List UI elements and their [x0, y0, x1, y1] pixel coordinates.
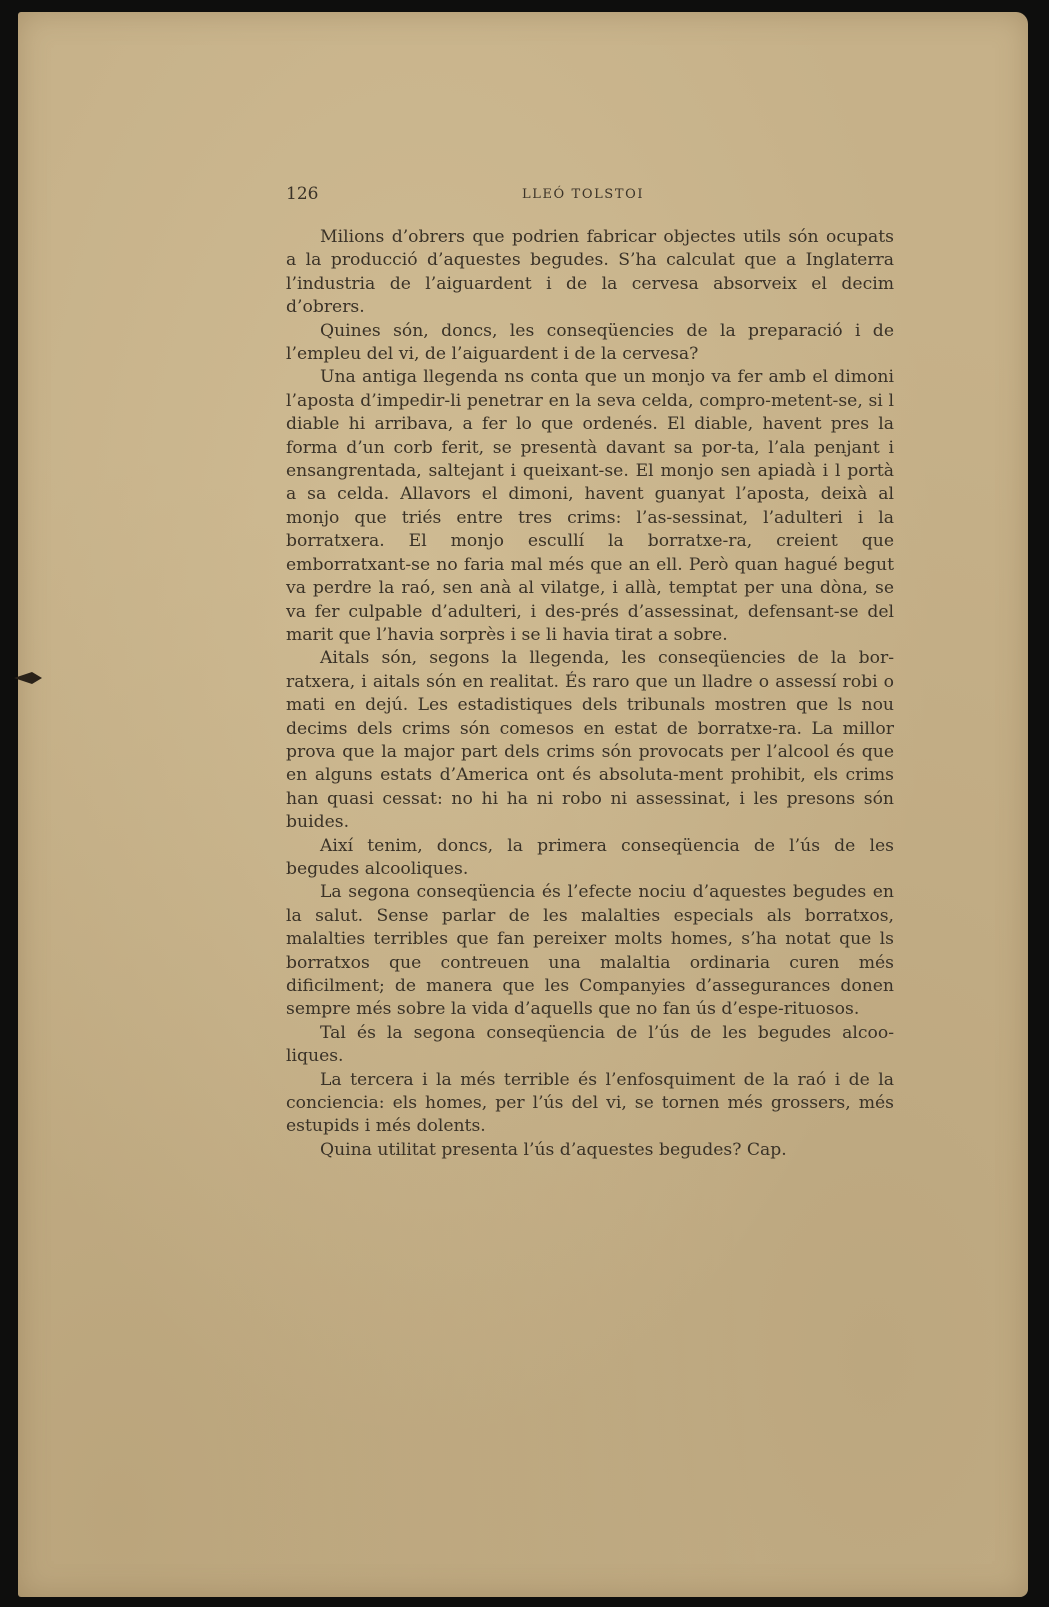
paragraph: La segona conseqüencia és l’efecte nociu d’aquestes begudes en la salut. Sense parlar de les malalties especials als borratxos, malalties terribles que fan pereixer molts homes, s’ha notat que ls borratxos que contreuen una malaltia ordinaria curen més dificilment; de manera que les Companyies d’assegurances donen sempre més sobre la vida d’aquells que no fan ús d’espe-rituosos.	[286, 882, 894, 1020]
running-head: LLEÓ TOLSTOI	[522, 187, 645, 202]
body-text	[286, 226, 894, 1162]
paragraph: Milions d’obrers que podrien fabricar objectes utils són ocupats a la producció d’aquestes begudes. S’ha calculat que a Inglaterra l’industria de l’aiguardent i de la cervesa absorveix el decim d’obrers.	[286, 227, 894, 318]
paragraph: Així tenim, doncs, la primera conseqüencia de l’ús de les begudes alcooliques.	[286, 835, 894, 879]
paragraph: La tercera i la més terrible és l’enfosquiment de la raó i de la conciencia: els homes, per l’ús del vi, se tornen més grossers, més estupids i més dolents.	[286, 1069, 894, 1137]
paragraph: Aitals són, segons la llegenda, les conseqüencies de la bor-ratxera, i aitals són en realitat. És raro que un lladre o assessí robi o mati en dejú. Les estadistiques dels tribunals mostren que ls nou decims dels crims són comesos en estat de borratxe-ra. La millor prova que la major part dels crims són provocats per l’alcool és que en alguns estats d’America ont és absoluta-ment prohibit, els crims han quasi cessat: no hi ha ni robo ni assessinat, i les presons són buides.	[286, 648, 894, 833]
page-number: 126	[286, 184, 319, 204]
paragraph: Tal és la segona conseqüencia de l’ús de les begudes alcoo-liques.	[286, 1022, 894, 1067]
paragraph: Quina utilitat presenta l’ús d’aquestes begudes? Cap.	[320, 1139, 787, 1160]
paragraph: Una antiga llegenda ns conta que un monjo va fer amb el dimoni l’aposta d’impedir-li penetrar en la seva celda, compro-metent-se, si l diable hi arribava, a fer lo que ordenés. El diable, havent pres la forma d’un corb ferit, se presentà davant sa por-ta, l’ala penjant i ensangrentada, saltejant i queixant-se. El monjo sen apiadà i l portà a sa celda. Allavors el dimoni, havent guanyat l’aposta, deixà al monjo que triés entre tres crims: l’as-sessinat, l’adulteri i la borratxera. El monjo escullí la borratxe-ra, creient que emborratxant-se no faria mal més que an ell. Però quan hagué begut va perdre la raó, sen anà al vilatge, i allà, temptat per una dòna, se va fer culpable d’adulteri, i des-prés d’assessinat, defensant-se del marit que l’havia sorprès i se li havia tirat a sobre.	[286, 367, 894, 645]
margin-arrow-icon	[14, 672, 42, 684]
paragraph: Quines són, doncs, les conseqüencies de la preparació i de l’empleu del vi, de l’aiguardent i de la cervesa?	[286, 320, 894, 365]
